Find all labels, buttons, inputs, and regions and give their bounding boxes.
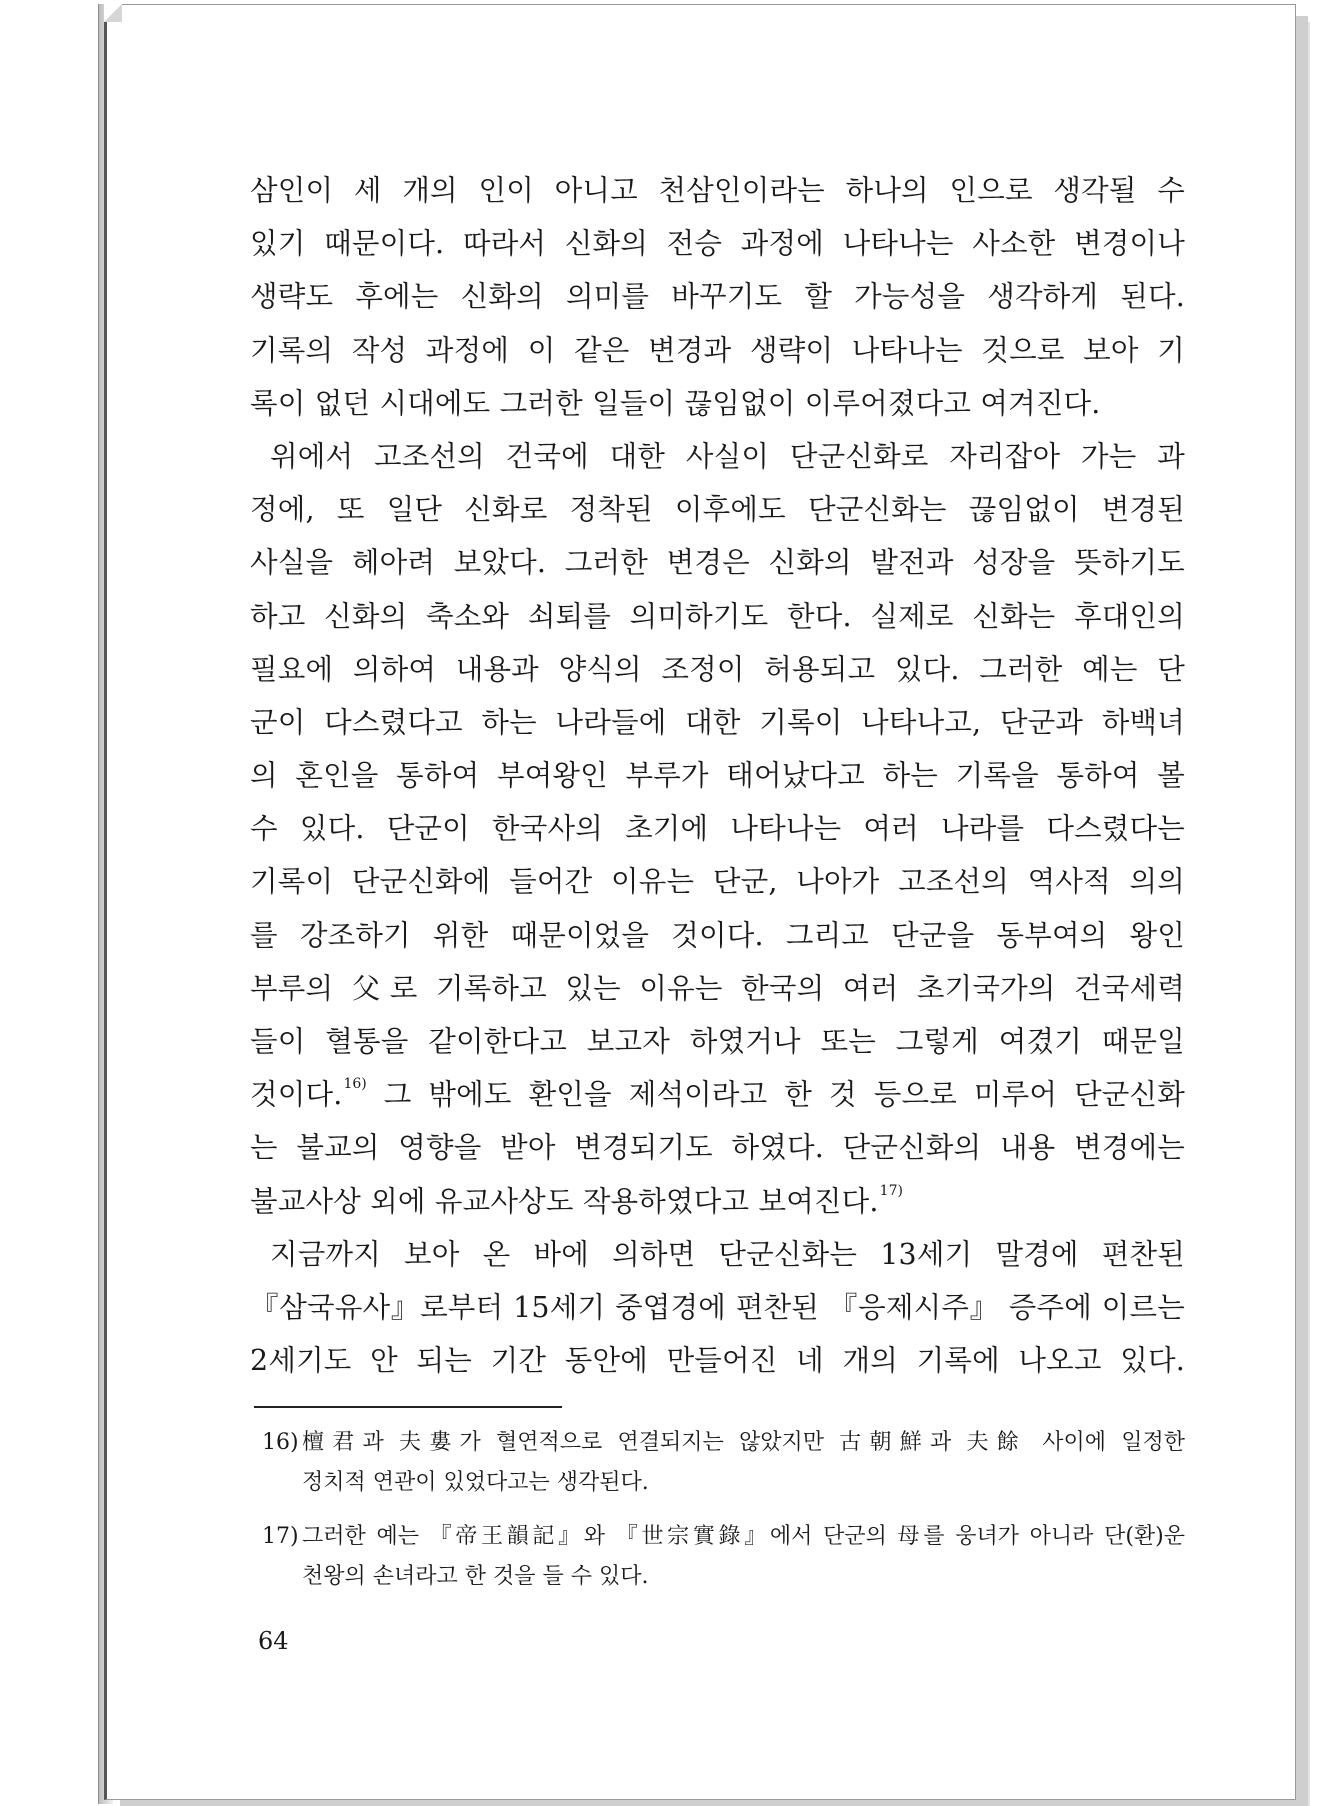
text-line: 사실을 헤아려 보았다. 그러한 변경은 신화의 발전과 성장을 뜻하기도 <box>250 546 1185 580</box>
text-line: 부루의 父로 기록하고 있는 이유는 한국의 여러 초기국가의 건국세력 <box>250 971 1185 1005</box>
text-fragment: 그 밖에도 환인을 제석이라고 한 것 등으로 미루어 단군신화 <box>383 1078 1185 1112</box>
text-line: 들이 혈통을 같이한다고 보고자 하였거나 또는 그렇게 여겼기 때문일 <box>250 1025 1185 1058</box>
footnote-ref-17[interactable]: 17) <box>879 1182 903 1199</box>
footnote-number: 16) <box>262 1430 299 1455</box>
footnote-divider <box>254 1406 562 1408</box>
text-line-with-note <box>250 1068 1185 1121</box>
text-line: 지금까지 보아 온 바에 의하면 단군신화는 13세기 말경에 편찬된 <box>270 1237 1185 1271</box>
footnote-number: 17) <box>262 1524 299 1549</box>
footnote-17 <box>262 1517 1185 1597</box>
text-line: 정에, 또 일단 신화로 정착된 이후에도 단군신화는 끊임없이 변경된 <box>250 493 1185 527</box>
page-number: 64 <box>258 1627 289 1655</box>
text-line: 의 혼인을 통하여 부여왕인 부루가 태어났다고 하는 기록을 통하여 볼 <box>250 759 1185 793</box>
text-line: 위에서 고조선의 건국에 대한 사실이 단군신화로 자리잡아 가는 과 <box>270 439 1185 473</box>
text-line: 있기 때문이다. 따라서 신화의 전승 과정에 나타나는 사소한 변경이나 <box>250 227 1185 261</box>
text-line: 는 불교의 영향을 받아 변경되기도 하였다. 단군신화의 내용 변경에는 <box>250 1131 1185 1165</box>
text-line: 필요에 의하여 내용과 양식의 조정이 허용되고 있다. 그러한 예는 단 <box>250 652 1185 686</box>
body-text <box>250 164 1185 1387</box>
text-line: 록이 없던 시대에도 그러한 일들이 끊임없이 이루어졌다고 여겨진다. <box>250 386 1101 420</box>
footnote-line: 정치적 연관이 있었다고는 생각된다. <box>302 1470 649 1495</box>
footnote-16 <box>262 1423 1185 1503</box>
text-line: 기록이 단군신화에 들어간 이유는 단군, 나아가 고조선의 역사적 의의 <box>250 865 1185 899</box>
text-line: 생략도 후에는 신화의 의미를 바꾸기도 할 가능성을 생각하게 된다. <box>250 280 1185 314</box>
footnote-line: 檀君과 夫婁가 혈연적으로 연결되지는 않았지만 古朝鮮과 夫餘 사이에 일정한 <box>302 1430 1185 1455</box>
footnote-line: 그러한 예는 『帝王韻記』와 『世宗實錄』에서 단군의 母를 웅녀가 아니라 단(환)운 <box>302 1524 1185 1549</box>
text-line: 수 있다. 단군이 한국사의 초기에 나타나는 여러 나라를 다스렸다는 <box>250 812 1185 846</box>
text-line: 기록의 작성 과정에 이 같은 변경과 생략이 나타나는 것으로 보아 기 <box>250 333 1185 367</box>
footnotes <box>262 1423 1185 1611</box>
footnote-ref-16[interactable]: 16) <box>343 1076 367 1093</box>
text-fragment: 불교사상 외에 유교사상도 작용하였다고 보여진다. <box>250 1184 879 1218</box>
text-fragment: 것이다. <box>250 1078 343 1112</box>
page-corner <box>104 4 122 22</box>
text-line: 『삼국유사』로부터 15세기 중엽경에 편찬된 『응제시주』 증주에 이르는 <box>250 1290 1185 1324</box>
text-line: 삼인이 세 개의 인이 아니고 천삼인이라는 하나의 인으로 생각될 수 <box>250 174 1185 207</box>
text-line: 군이 다스렸다고 하는 나라들에 대한 기록이 나타나고, 단군과 하백녀 <box>250 705 1185 739</box>
text-line: 하고 신화의 축소와 쇠퇴를 의미하기도 한다. 실제로 신화는 후대인의 <box>250 599 1185 633</box>
text-line: 를 강조하기 위한 때문이었을 것이다. 그리고 단군을 동부여의 왕인 <box>250 918 1185 952</box>
footnote-line: 천왕의 손녀라고 한 것을 들 수 있다. <box>302 1564 649 1589</box>
text-line-with-note <box>250 1175 1185 1228</box>
text-line: 2세기도 안 되는 기간 동안에 만들어진 네 개의 기록에 나오고 있다. <box>250 1344 1185 1378</box>
